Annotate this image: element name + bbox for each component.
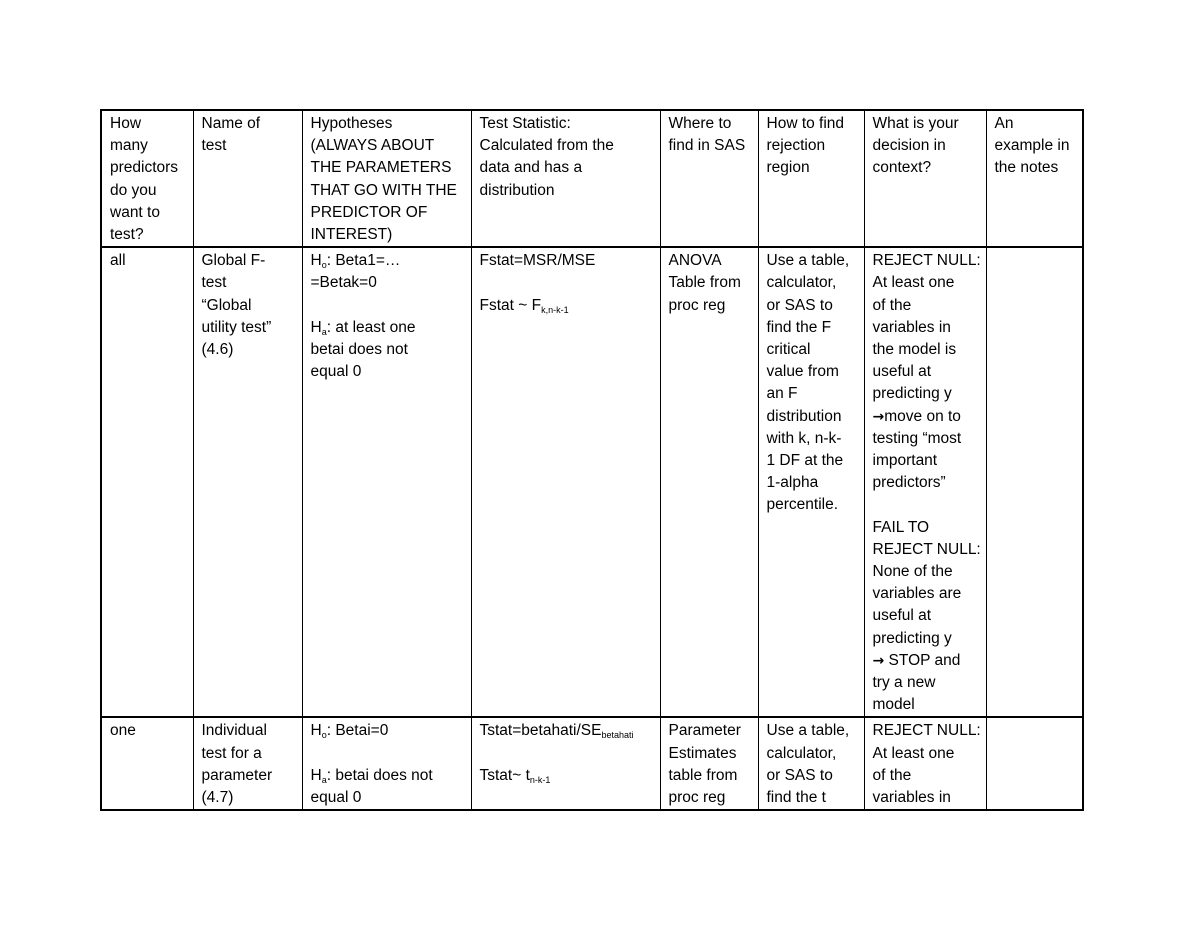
text-line: or SAS to	[766, 296, 833, 314]
text-line: How	[110, 115, 142, 132]
cell-global-statistic: Fstat=MSR/MSE Fstat ~ $F_{k,n-k-1}$	[471, 247, 660, 717]
text-line: Name of	[201, 115, 261, 132]
text-line: try a new	[872, 674, 936, 692]
text-line: find the F	[766, 318, 832, 336]
text-line: proc reg	[668, 296, 726, 314]
text-line: Use a table,	[766, 252, 850, 270]
text-line: Hypotheses	[310, 115, 393, 132]
text-line: Table from	[668, 274, 741, 292]
text-line: example in	[994, 137, 1070, 155]
reference-table	[100, 109, 1084, 811]
text-line: testing “most	[872, 429, 962, 447]
text-line: betai does not	[310, 341, 408, 359]
text-line: value from	[766, 363, 839, 381]
text-line: Test Statistic:	[479, 115, 571, 132]
header-test-statistic	[471, 110, 660, 247]
text-line: What is your	[872, 115, 959, 132]
cell-individual-statistic: $Tstat=betahati/SE_{betahati}$ Tstat~ $t_{n-k-1}$	[471, 717, 660, 810]
text-line: want to	[110, 203, 160, 221]
header-example	[986, 110, 1083, 247]
text-line: INTEREST)	[310, 226, 393, 244]
text-line: variables are	[872, 585, 962, 603]
header-predictors-count	[101, 110, 193, 247]
text-line: variables in	[872, 318, 951, 336]
header-where-in-sas	[660, 110, 758, 247]
text-line: THAT GO WITH THE	[310, 181, 457, 199]
header-rejection-region	[758, 110, 864, 247]
header-decision	[864, 110, 986, 247]
text-line: At least one	[872, 274, 955, 292]
text-line: data and has a	[479, 159, 583, 177]
text-line: REJECT NULL:	[872, 252, 981, 270]
text-line: decision in	[872, 137, 946, 155]
text-line: At least one	[872, 744, 955, 762]
cell-individual-hypotheses: $H_o$: Betai=0 $H_a$: betai does not equal 0	[302, 717, 471, 810]
text-line: region	[766, 159, 810, 177]
text-line: Individual	[201, 722, 267, 740]
cell-global-rejection-region	[758, 247, 864, 717]
cell-individual-sas-location	[660, 717, 758, 810]
text-line: REJECT NULL:	[872, 722, 981, 740]
text-line: variables in	[872, 789, 951, 807]
text-line: REJECT NULL:	[872, 540, 981, 558]
text-line: “Global	[201, 296, 252, 314]
cell-individual-rejection-region	[758, 717, 864, 810]
text-line: calculator,	[766, 274, 837, 292]
text-line: of the	[872, 296, 912, 314]
text-line: Where to	[668, 115, 732, 132]
text-line: with k, n-k-	[766, 429, 842, 447]
text-line: THE PARAMETERS	[310, 159, 452, 177]
cell-global-hypotheses: $H_o$: Beta1=… =Betak=0 $H_a$: at least one betai does not equal 0	[302, 247, 471, 717]
text-line: calculator,	[766, 744, 837, 762]
cell-global-f-test	[193, 247, 302, 717]
text-line: critical	[766, 341, 811, 359]
text-line: 1 DF at the	[766, 452, 844, 470]
text-line: table from	[668, 766, 738, 784]
cell-global-decision: REJECT NULL: At least one of the variables in the model is useful at predicting y →move on to testing “most important predictors” FAIL TO REJECT NULL: None of the variables are useful at predicting y → STOP and try a new model	[864, 247, 986, 717]
text-line: test?	[110, 226, 144, 244]
text-line: important	[872, 452, 938, 470]
cell-individual-decision	[864, 717, 986, 810]
text-line: equal 0	[310, 363, 362, 381]
text-line: Global F-	[201, 252, 266, 270]
text-line: Parameter	[668, 722, 741, 740]
text-line: distribution	[766, 407, 842, 425]
header-row	[101, 110, 1083, 247]
text-line: None of the	[872, 563, 953, 581]
right-arrow-icon: →	[872, 652, 885, 669]
text-line: An	[994, 115, 1014, 132]
cell-individual-example	[986, 717, 1083, 810]
text-line: (4.6)	[201, 341, 234, 359]
cell-global-sas-location	[660, 247, 758, 717]
text-line: rejection	[766, 137, 826, 155]
text-line: utility test”	[201, 318, 272, 336]
text-line: predictors”	[872, 474, 946, 492]
text-line: parameter	[201, 766, 273, 784]
text-line: proc reg	[668, 789, 726, 807]
right-arrow-icon: →	[872, 408, 885, 425]
text-line: do you	[110, 181, 157, 199]
text-line: How to find	[766, 115, 845, 132]
text-line: predicting y	[872, 629, 952, 647]
text-line: percentile.	[766, 496, 839, 514]
text-line: Calculated from the	[479, 137, 614, 155]
text-line: test for a	[201, 744, 262, 762]
text-line: (4.7)	[201, 789, 234, 807]
text-line: useful at	[872, 363, 932, 381]
text-line: the notes	[994, 159, 1059, 177]
text-line: find the t	[766, 789, 826, 807]
text-line: predicting y	[872, 385, 952, 403]
header-test-name	[193, 110, 302, 247]
cell-global-example	[986, 247, 1083, 717]
table-row	[101, 717, 1083, 810]
text-line: model	[872, 696, 915, 714]
text-line: or SAS to	[766, 766, 833, 784]
text-line: of the	[872, 766, 912, 784]
table-row	[101, 247, 1083, 717]
text-line: 1-alpha	[766, 474, 819, 492]
text-line: the model is	[872, 341, 957, 359]
text-line: FAIL TO	[872, 518, 930, 536]
header-hypotheses	[302, 110, 471, 247]
text-line: context?	[872, 159, 932, 177]
text-line: PREDICTOR OF	[310, 203, 428, 221]
cell-individual-test	[193, 717, 302, 810]
text-line: Use a table,	[766, 722, 850, 740]
text-line: test	[201, 274, 227, 292]
text-line: Estimates	[668, 744, 737, 762]
text-line: find in SAS	[668, 137, 746, 155]
text-line: useful at	[872, 607, 932, 625]
text-line: an F	[766, 385, 798, 403]
text-line: distribution	[479, 181, 555, 199]
text-line: predictors	[110, 159, 179, 177]
text-line: test	[201, 137, 227, 155]
cell-predictors-one: one	[101, 717, 193, 810]
text-line: (ALWAYS ABOUT	[310, 137, 435, 155]
text-line: ANOVA	[668, 252, 722, 270]
text-line: many	[110, 137, 148, 155]
cell-predictors-all: all	[101, 247, 193, 717]
